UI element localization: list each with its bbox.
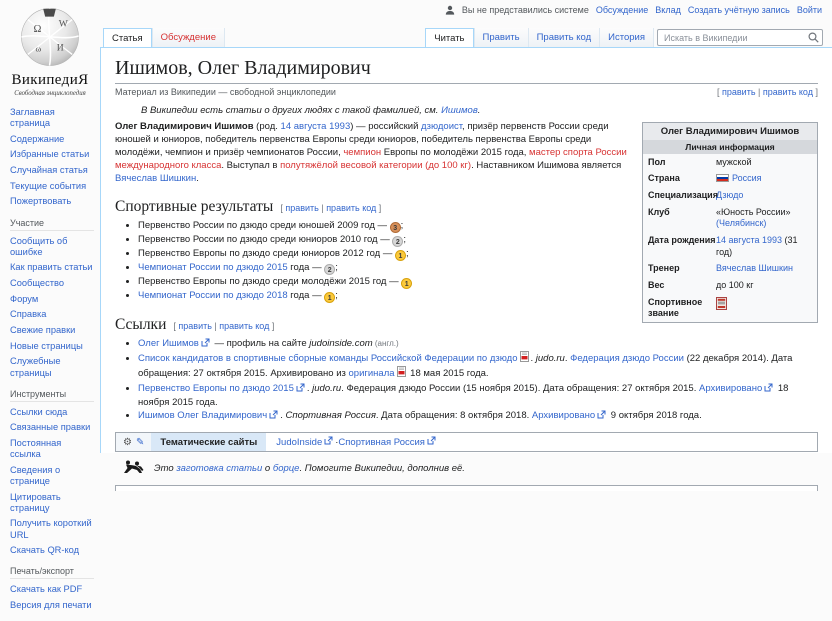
text: . — [564, 353, 571, 365]
sidebar-item — [10, 236, 94, 258]
view-tabs — [425, 28, 654, 47]
bracket: [ — [280, 203, 286, 213]
wiki-link[interactable]: Олег Ишимов — [138, 338, 199, 349]
sidebar-item — [10, 134, 94, 145]
infobox-row — [643, 154, 817, 171]
personal-tools-bar — [445, 5, 822, 15]
sidebar-link[interactable]: Содержание — [10, 133, 65, 144]
anon-notice: Вы не представились системе — [461, 5, 589, 15]
external-links-list — [115, 337, 818, 423]
hatnote — [141, 105, 818, 116]
text: . — [280, 410, 286, 422]
wrestlers-icon — [121, 460, 145, 477]
svg-text:W: W — [58, 18, 68, 30]
text: ; — [400, 220, 404, 231]
bold-text: Олег Владимирович Ишимов — [115, 121, 254, 132]
wiki-link[interactable]: 14 августа — [280, 121, 327, 132]
categories-box-edge — [115, 485, 818, 491]
sport-title-badge-icon — [716, 297, 727, 314]
external-link-icon — [764, 383, 773, 396]
sidebar-section-header: Участие — [10, 218, 94, 231]
sidebar-item — [10, 600, 94, 611]
sidebar-link[interactable]: Новые страницы — [10, 340, 83, 351]
personal-link-2[interactable]: Создать учётную запись — [687, 5, 790, 15]
infobox-row-label: Дата рождения — [648, 234, 716, 245]
silver-medal-icon: 2 — [392, 236, 403, 247]
search-icon[interactable] — [808, 32, 819, 43]
sidebar-item — [10, 107, 94, 129]
wiki-link[interactable]: Чемпионат России по дзюдо 2015 — [138, 262, 288, 273]
bracket: [ — [717, 87, 723, 97]
red-link[interactable]: чемпион — [343, 147, 382, 158]
wiki-link[interactable]: оригинала — [348, 368, 395, 380]
sidebar-item — [10, 341, 94, 352]
text: ; — [405, 248, 409, 259]
sidebar-link[interactable]: Пожертвовать — [10, 196, 72, 207]
bracket: [ — [173, 321, 179, 331]
text: — профиль на сайте — [211, 338, 310, 349]
infobox-row-label: Вес — [648, 280, 665, 290]
infobox-row-label: Клуб — [648, 206, 670, 217]
svg-text:ω: ω — [35, 43, 42, 54]
personal-link-1[interactable]: Вклад — [655, 5, 681, 15]
list-item — [138, 409, 818, 423]
section-edit-links — [280, 203, 381, 213]
italic-text: judoinside.com — [309, 338, 373, 349]
sidebar-item — [10, 407, 94, 418]
sidebar-link[interactable]: Свежие правки — [10, 325, 76, 336]
sidebar-section-header: Инструменты — [10, 389, 94, 402]
text: (22 декабря 2014). Дата обращения: 27 октября 2015. Архивировано из — [138, 353, 793, 380]
sidebar-item — [10, 278, 94, 289]
infobox-row — [643, 232, 817, 260]
wiki-link[interactable]: заготовка статьи — [176, 463, 263, 475]
user-icon — [445, 5, 455, 15]
sidebar-link[interactable]: Сведения о странице — [10, 464, 61, 486]
infobox-row-value — [716, 280, 812, 292]
sidebar-section — [10, 107, 94, 208]
text: . — [530, 353, 536, 365]
topic-sites-links — [266, 433, 448, 451]
infobox-subheader: Личная информация — [643, 140, 817, 154]
wiki-link[interactable]: Спортивная Россия — [338, 436, 425, 448]
infobox-row-value — [716, 157, 812, 169]
infobox — [642, 122, 818, 323]
wiki-link[interactable]: Архивировано — [698, 382, 763, 394]
topic-sites-box — [115, 432, 818, 452]
tab-статья[interactable]: Статья — [103, 28, 152, 47]
text: . — [196, 173, 199, 184]
gold-medal-icon: 1 — [401, 278, 412, 289]
infobox-row-label: Специализация — [648, 189, 718, 200]
infobox-row — [643, 294, 817, 322]
italic-text: В Википедии есть статьи о других людях с такой фамилией, см. — [141, 105, 442, 116]
wiki-link[interactable]: Федерация дзюдо России — [570, 353, 684, 365]
wiki-link[interactable]: JudoInside — [276, 436, 323, 448]
bronze-medal-icon: 3 — [390, 222, 401, 233]
text: Первенство Европы по дзюдо среди юниоров 2012 год — — [138, 248, 395, 259]
wiki-link[interactable]: Список кандидатов в спортивные сборные команды Российской Федерации по дзюдо — [138, 353, 518, 365]
pencil-icon[interactable]: ✎ — [135, 436, 145, 448]
sidebar-link[interactable]: Постоянная ссылка — [10, 437, 62, 460]
text: Европы по молодёжи 2015 года, — [381, 147, 530, 158]
text: , призёр первенств России среди юношей и юниоров, победитель первенства Европы среди юниоров, победитель первенства Европы среди молодёжи, чемпион и призёр чемпионатов России, — [115, 121, 609, 158]
wiki-link[interactable]: Ишимов — [441, 105, 478, 116]
gear-icon[interactable]: ⚙ — [123, 436, 132, 448]
list-item — [138, 382, 818, 409]
personal-link-3[interactable]: Войти — [796, 5, 822, 15]
external-link-icon — [427, 436, 436, 448]
text: до 100 кг — [716, 280, 754, 290]
italic-text: judo.ru — [535, 353, 565, 365]
external-link-icon — [269, 410, 278, 423]
text: 18 мая 2015 года. — [407, 368, 489, 380]
infobox-row-value — [716, 297, 812, 320]
infobox-row — [643, 171, 817, 188]
italic-text: . Помогите Википедии, дополнив её. — [299, 463, 465, 475]
personal-links — [596, 5, 822, 15]
sidebar-navigation — [0, 97, 100, 611]
pdf-icon — [520, 351, 529, 366]
sidebar-item — [10, 356, 94, 378]
infobox-row — [643, 204, 817, 232]
text: . Наставником Ишимова является — [471, 160, 622, 171]
external-link-icon — [201, 338, 210, 351]
text: ; — [335, 262, 338, 273]
italic-text: о — [262, 463, 273, 475]
wiki-link[interactable]: (Челябинск) — [716, 218, 767, 229]
text: мужской — [716, 156, 752, 167]
bracket: ] — [812, 87, 818, 97]
text: . — [306, 382, 313, 394]
sidebar-link[interactable]: Версия для печати — [10, 600, 92, 611]
tab-править[interactable]: Править — [474, 28, 528, 47]
text: (род. — [253, 121, 281, 132]
title-edit-links — [717, 87, 818, 97]
sidebar-link[interactable]: Как править статьи — [10, 262, 93, 273]
italic-text: Спортивная Россия — [285, 410, 376, 422]
sidebar-link[interactable]: Форум — [10, 293, 39, 304]
stub-notice — [121, 460, 818, 477]
sidebar-link[interactable]: Ссылки сюда — [10, 406, 68, 417]
text: 9 октября 2018 года. — [608, 410, 702, 422]
sidebar-section — [10, 407, 94, 557]
sidebar-link[interactable]: Сообщество — [10, 278, 65, 289]
russia-flag-icon — [716, 174, 729, 182]
infobox-title: Олег Владимирович Ишимов — [643, 123, 817, 140]
tab-читать[interactable]: Читать — [425, 28, 473, 47]
list-item — [138, 351, 818, 381]
sidebar-item — [10, 438, 94, 460]
sidebar-link[interactable]: Сообщить об ошибке — [10, 235, 68, 257]
italic-text: judo.ru — [312, 382, 342, 394]
text: . Федерация дзюдо России (15 ноября 2015). Дата обращения: 27 октября 2015. — [341, 382, 699, 394]
separator: | — [318, 203, 327, 213]
tab-обсуждение[interactable]: Обсуждение — [152, 28, 225, 47]
infobox-row-label: Спортивное звание — [648, 296, 703, 318]
wikipedia-logo[interactable] — [0, 0, 100, 97]
infobox-row-value — [716, 235, 812, 258]
sidebar-link[interactable]: Связанные правки — [10, 422, 91, 433]
wiki-link[interactable]: Вячеслав Шишкин — [716, 263, 793, 274]
sidebar-link[interactable]: Текущие события — [10, 180, 87, 191]
infobox-row — [643, 187, 817, 204]
wiki-link[interactable]: Вячеслав Шишкин — [115, 173, 197, 184]
infobox-row-value — [716, 190, 812, 202]
red-link[interactable]: мастер спорта России международного класса — [115, 147, 627, 171]
sidebar-item — [10, 294, 94, 305]
tab-править-код[interactable]: Править код — [528, 28, 600, 47]
namespace-tabs — [103, 28, 225, 47]
separator: | — [211, 321, 220, 331]
gold-medal-icon: 1 — [395, 250, 406, 261]
edit-link[interactable]: править — [285, 203, 319, 213]
external-link-icon — [597, 410, 606, 423]
wikipedia-tagline: Свободная энциклопедия — [14, 90, 86, 97]
silver-medal-icon: 2 — [324, 264, 335, 275]
infobox-row-value — [716, 263, 812, 275]
bracket: ] — [269, 321, 275, 331]
text: (31 год) — [716, 234, 798, 257]
sites-box-icons — [116, 433, 151, 451]
text: Первенство России по дзюдо среди юношей 2009 год — — [138, 220, 390, 231]
infobox-row-label: Пол — [648, 156, 666, 167]
red-link[interactable]: полутяжёлой весовой категории (до 100 кг) — [280, 160, 472, 171]
text: Первенство России по дзюдо среди юниоров 2010 год — — [138, 234, 393, 245]
topic-sites-label: Тематические сайты — [151, 433, 266, 451]
svg-text:И: И — [56, 42, 64, 54]
search-box — [657, 29, 823, 46]
sidebar-link[interactable]: Случайная статья — [10, 165, 88, 176]
wiki-link[interactable]: Архивировано — [531, 410, 596, 422]
italic-text: Это — [154, 463, 177, 475]
section-heading-results: Спортивные результаты [ править | править код ] — [115, 198, 382, 215]
pdf-icon — [397, 366, 406, 381]
infobox-row — [643, 261, 817, 278]
infobox-row — [643, 278, 817, 295]
wiki-link[interactable]: 14 августа 1993 — [716, 234, 783, 245]
external-link-icon — [324, 436, 333, 448]
sidebar-item — [10, 518, 94, 540]
sidebar-link[interactable]: Скачать QR-код — [10, 545, 80, 556]
text: «Юность России» — [716, 206, 791, 217]
gold-medal-icon: 1 — [324, 292, 335, 303]
sidebar-item — [10, 545, 94, 556]
search-input[interactable] — [657, 29, 823, 46]
wiki-link[interactable]: Первенство Европы по дзюдо 2015 — [138, 382, 294, 394]
edit-source-link[interactable]: править код — [326, 203, 377, 213]
wiki-link[interactable]: Ишимов Олег Владимирович — [138, 410, 268, 422]
separator: | — [755, 87, 763, 97]
text: ; — [403, 234, 407, 245]
text: . Выступал в — [221, 160, 281, 171]
page-title: Ишимов, Олег Владимирович — [115, 57, 818, 84]
tab-история[interactable]: История — [599, 28, 654, 47]
sidebar-item — [10, 149, 94, 160]
infobox-row-label: Страна — [648, 173, 680, 184]
left-column — [0, 0, 100, 621]
sidebar-link[interactable]: Скачать как PDF — [10, 584, 83, 595]
infobox-row-value — [716, 207, 812, 230]
sidebar-item — [10, 492, 94, 514]
wiki-link[interactable]: борце — [272, 463, 300, 475]
stub-text — [154, 463, 465, 474]
sidebar-item — [10, 181, 94, 192]
edit-link[interactable]: править — [178, 321, 212, 331]
personal-link-0[interactable]: Обсуждение — [595, 5, 649, 15]
wiki-link[interactable]: Чемпионат России по дзюдо 2018 — [138, 290, 288, 301]
sidebar-item — [10, 325, 94, 336]
sidebar-item — [10, 309, 94, 320]
text: ; — [335, 290, 338, 301]
sidebar-item — [10, 584, 94, 595]
sidebar-item — [10, 465, 94, 487]
language-note: (англ.) — [372, 339, 399, 348]
sidebar-link[interactable]: Служебные страницы — [10, 356, 61, 378]
svg-text:Ω: Ω — [33, 24, 42, 36]
text: ) — российский — [350, 121, 422, 132]
edit-source-link[interactable]: править код — [219, 321, 270, 331]
sidebar-item — [10, 262, 94, 273]
sidebar-section-header: Печать/экспорт — [10, 566, 94, 579]
sidebar-item — [10, 165, 94, 176]
external-link-icon — [296, 383, 305, 396]
wiki-link[interactable]: Россия — [732, 173, 762, 184]
sidebar-section — [10, 584, 94, 611]
sidebar-link[interactable]: Справка — [10, 309, 47, 320]
edit-source-link[interactable]: править код — [762, 87, 813, 97]
wiki-link[interactable]: 1993 — [329, 121, 351, 132]
wikipedia-globe-icon — [18, 18, 82, 70]
list-item — [138, 337, 818, 351]
edit-link[interactable]: править — [722, 87, 756, 97]
sidebar-section — [10, 236, 94, 379]
sidebar-link[interactable]: Цитировать страницу — [10, 491, 61, 513]
section-edit-links — [173, 321, 274, 331]
text: Первенство Европы по дзюдо среди молодёжи 2015 год — — [138, 276, 402, 287]
wikipedia-wordmark: ВикипедиЯ — [11, 72, 89, 88]
text: . Дата обращения: 8 октября 2018. — [375, 410, 532, 422]
infobox-row-value — [716, 173, 812, 185]
infobox-row-label: Тренер — [648, 263, 680, 274]
article-content — [100, 47, 832, 475]
section-heading-links: Ссылки [ править | править код ] — [115, 316, 275, 333]
text: года — — [287, 262, 325, 273]
text: года — — [287, 290, 325, 301]
italic-text: . — [477, 105, 481, 116]
text: 18 ноября 2015 года. — [138, 382, 789, 408]
wiki-link[interactable]: Дзюдо — [716, 189, 744, 200]
text: · — [335, 436, 339, 448]
wiki-link[interactable]: дзюдоист — [421, 121, 463, 132]
sidebar-link[interactable]: Заглавная страница — [10, 107, 55, 129]
site-subtitle: Материал из Википедии — свободной энциклопедии — [115, 87, 336, 97]
sidebar-item — [10, 422, 94, 433]
sidebar-link[interactable]: Избранные статьи — [10, 149, 90, 160]
sidebar-item — [10, 196, 94, 207]
bracket: ] — [376, 203, 382, 213]
sidebar-link[interactable]: Получить короткий URL — [10, 518, 92, 540]
